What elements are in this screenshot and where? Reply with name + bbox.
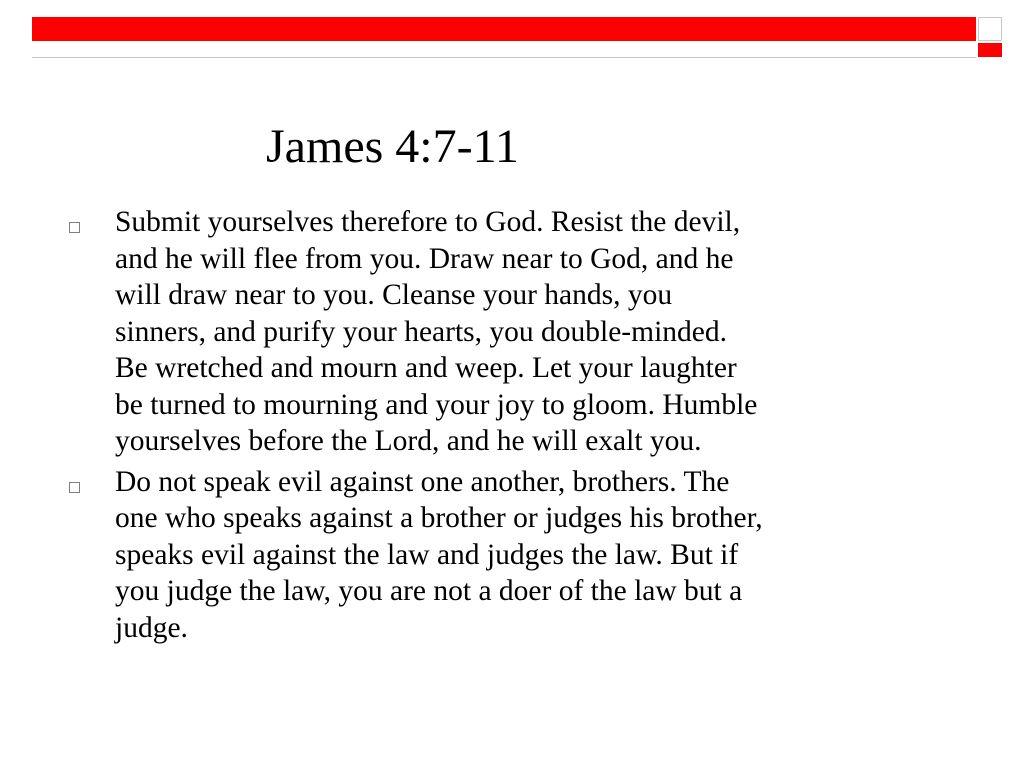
top-rule-line xyxy=(32,57,976,58)
bullet-list xyxy=(60,204,970,650)
bullet-line: one who speaks against a brother or judges his brother, xyxy=(115,502,763,534)
bullet-item-1 xyxy=(60,204,970,460)
corner-accent-square xyxy=(978,43,1002,57)
bullet-line: Submit yourselves therefore to God. Resist the devil, xyxy=(115,206,741,238)
bullet-line: be turned to mourning and your joy to gloom. Humble xyxy=(115,388,758,421)
bullet-line: and he will flee from you. Draw near to God, and he xyxy=(115,242,734,275)
hollow-square-bullet-icon xyxy=(69,482,80,493)
bullet-line: judge. xyxy=(115,611,188,644)
bullet-line: Be wretched and mourn and weep. Let your laughter xyxy=(115,352,737,384)
bullet-line: sinners, and purify your hearts, you double-minded. xyxy=(115,315,727,348)
hollow-square-bullet-icon xyxy=(69,222,80,233)
bullet-line: yourselves before the Lord, and he will exalt you. xyxy=(115,425,702,457)
top-accent-bar xyxy=(32,17,976,41)
bullet-line: will draw near to you. Cleanse your hands, you xyxy=(115,279,673,311)
bullet-line: you judge the law, you are not a doer of the law but a xyxy=(115,575,743,607)
corner-outline-square xyxy=(978,17,1002,41)
bullet-line: speaks evil against the law and judges the law. But if xyxy=(115,538,739,571)
bullet-line: Do not speak evil against one another, brothers. The xyxy=(115,465,730,498)
slide-title: James 4:7-11 xyxy=(266,120,519,173)
bullet-item-2 xyxy=(60,464,970,647)
